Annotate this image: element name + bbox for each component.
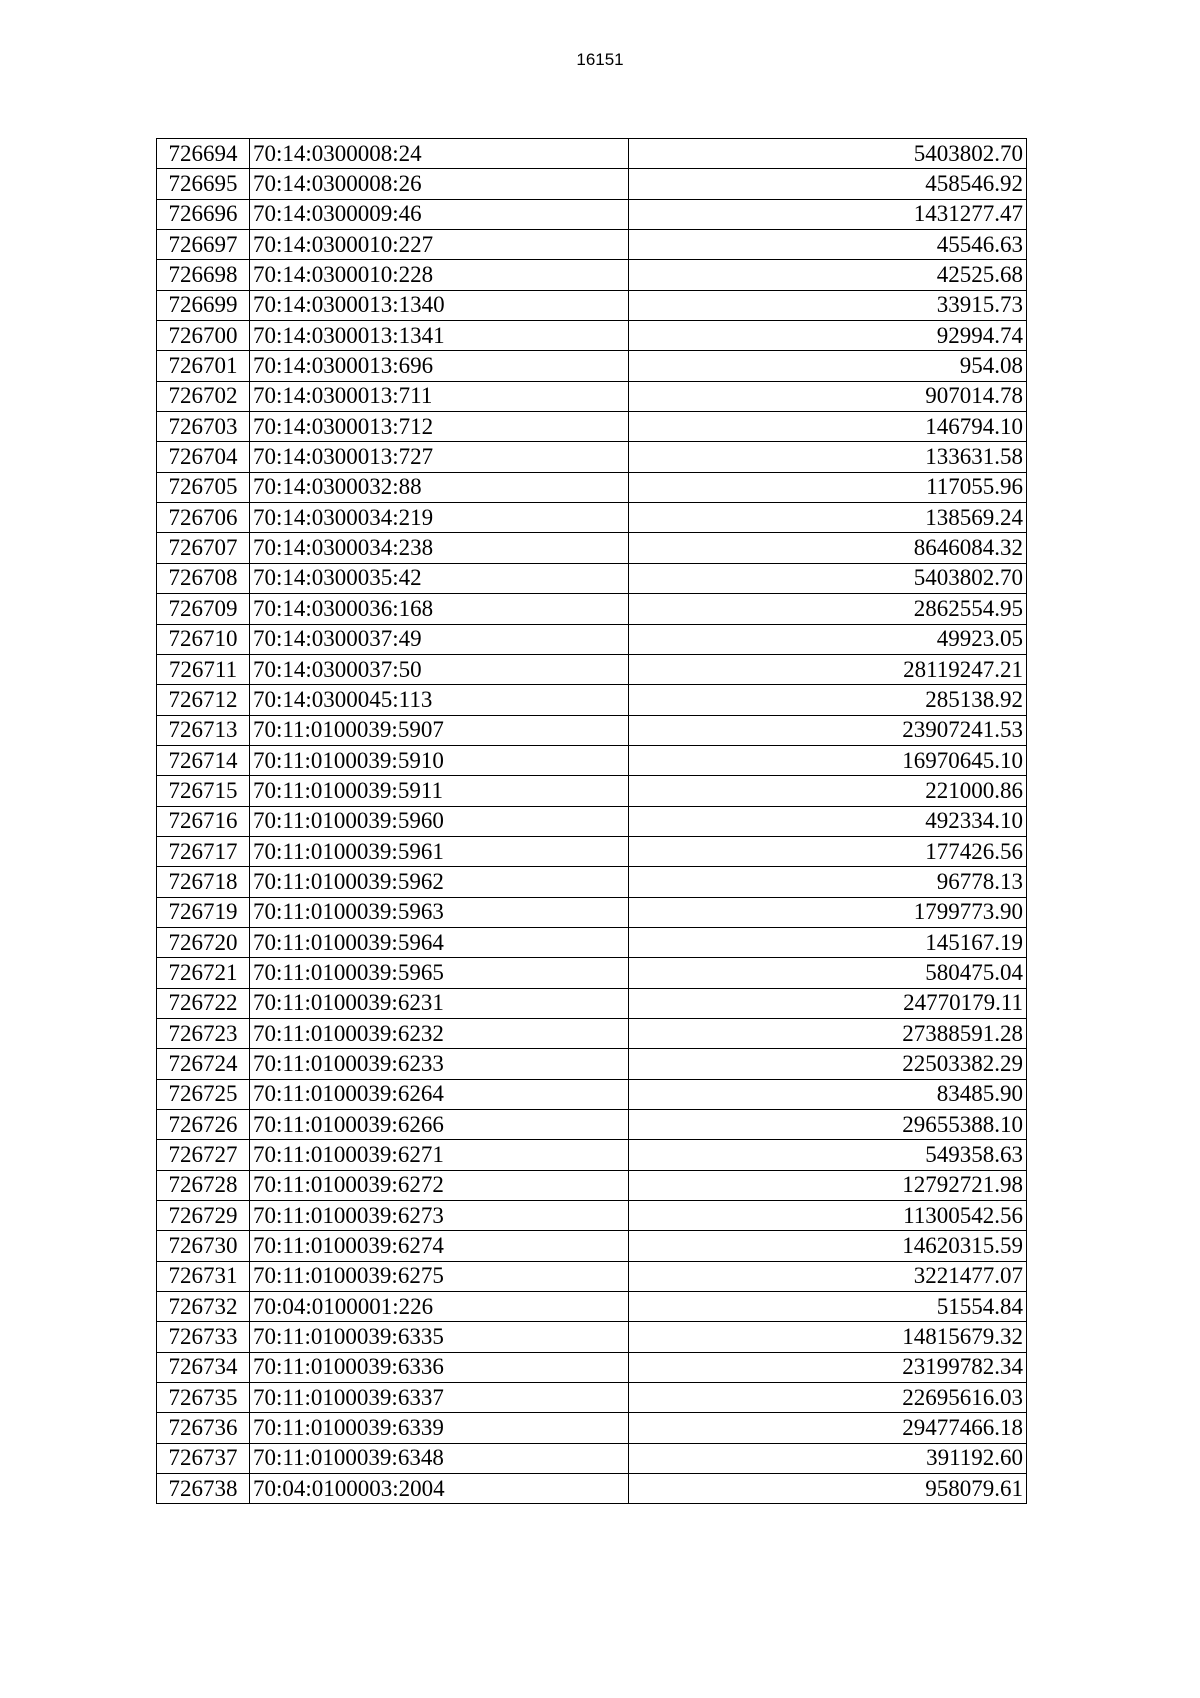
row-number-cell: 726707	[157, 533, 250, 563]
cadastral-number-cell: 70:14:0300010:228	[250, 260, 629, 290]
table-row	[157, 533, 1027, 563]
row-number-cell: 726710	[157, 624, 250, 654]
row-number-cell: 726696	[157, 199, 250, 229]
value-cell: 580475.04	[629, 958, 1027, 988]
value-cell: 29655388.10	[629, 1110, 1027, 1140]
value-cell: 24770179.11	[629, 988, 1027, 1018]
table-row	[157, 867, 1027, 897]
cadastral-number-cell: 70:04:0100001:226	[250, 1292, 629, 1322]
row-number-cell: 726713	[157, 715, 250, 745]
row-number-cell: 726731	[157, 1261, 250, 1291]
value-cell: 28119247.21	[629, 654, 1027, 684]
cadastral-number-cell: 70:11:0100039:5907	[250, 715, 629, 745]
row-number-cell: 726716	[157, 806, 250, 836]
cadastral-number-cell: 70:14:0300035:42	[250, 563, 629, 593]
table-row	[157, 927, 1027, 957]
row-number-cell: 726734	[157, 1352, 250, 1382]
row-number-cell: 726721	[157, 958, 250, 988]
value-cell: 907014.78	[629, 381, 1027, 411]
value-cell: 391192.60	[629, 1443, 1027, 1473]
row-number-cell: 726703	[157, 412, 250, 442]
cadastral-number-cell: 70:14:0300013:1341	[250, 321, 629, 351]
value-cell: 22695616.03	[629, 1383, 1027, 1413]
table-row	[157, 1049, 1027, 1079]
value-cell: 549358.63	[629, 1140, 1027, 1170]
value-cell: 5403802.70	[629, 139, 1027, 169]
table-row	[157, 442, 1027, 472]
row-number-cell: 726715	[157, 776, 250, 806]
table-row	[157, 594, 1027, 624]
value-cell: 145167.19	[629, 927, 1027, 957]
row-number-cell: 726709	[157, 594, 250, 624]
value-cell: 11300542.56	[629, 1201, 1027, 1231]
row-number-cell: 726705	[157, 472, 250, 502]
table-row	[157, 1170, 1027, 1200]
table-row	[157, 897, 1027, 927]
value-cell: 146794.10	[629, 412, 1027, 442]
cadastral-number-cell: 70:11:0100039:6233	[250, 1049, 629, 1079]
row-number-cell: 726699	[157, 290, 250, 320]
table-row	[157, 1261, 1027, 1291]
row-number-cell: 726728	[157, 1170, 250, 1200]
table-row	[157, 1383, 1027, 1413]
cadastral-number-cell: 70:11:0100039:6336	[250, 1352, 629, 1382]
row-number-cell: 726718	[157, 867, 250, 897]
value-cell: 133631.58	[629, 442, 1027, 472]
value-cell: 96778.13	[629, 867, 1027, 897]
cadastral-number-cell: 70:14:0300013:696	[250, 351, 629, 381]
value-cell: 27388591.28	[629, 1018, 1027, 1048]
row-number-cell: 726722	[157, 988, 250, 1018]
cadastral-number-cell: 70:14:0300008:24	[250, 139, 629, 169]
value-cell: 1431277.47	[629, 199, 1027, 229]
cadastral-number-cell: 70:14:0300013:727	[250, 442, 629, 472]
value-cell: 12792721.98	[629, 1170, 1027, 1200]
cadastral-number-cell: 70:11:0100039:6232	[250, 1018, 629, 1048]
cadastral-number-cell: 70:14:0300034:238	[250, 533, 629, 563]
table-row	[157, 1292, 1027, 1322]
cadastral-number-cell: 70:14:0300034:219	[250, 503, 629, 533]
row-number-cell: 726725	[157, 1079, 250, 1109]
cadastral-number-cell: 70:11:0100039:6348	[250, 1443, 629, 1473]
row-number-cell: 726736	[157, 1413, 250, 1443]
row-number-cell: 726694	[157, 139, 250, 169]
cadastral-number-cell: 70:11:0100039:6266	[250, 1110, 629, 1140]
value-cell: 51554.84	[629, 1292, 1027, 1322]
value-cell: 221000.86	[629, 776, 1027, 806]
cadastral-number-cell: 70:11:0100039:5965	[250, 958, 629, 988]
table-row	[157, 745, 1027, 775]
cadastral-number-cell: 70:11:0100039:5911	[250, 776, 629, 806]
row-number-cell: 726727	[157, 1140, 250, 1170]
cadastral-number-cell: 70:11:0100039:5960	[250, 806, 629, 836]
value-cell: 2862554.95	[629, 594, 1027, 624]
row-number-cell: 726702	[157, 381, 250, 411]
row-number-cell: 726700	[157, 321, 250, 351]
cadastral-number-cell: 70:14:0300037:49	[250, 624, 629, 654]
table-row	[157, 624, 1027, 654]
cadastral-number-cell: 70:14:0300045:113	[250, 685, 629, 715]
row-number-cell: 726723	[157, 1018, 250, 1048]
value-cell: 16970645.10	[629, 745, 1027, 775]
row-number-cell: 726706	[157, 503, 250, 533]
page-number: 16151	[576, 50, 624, 69]
row-number-cell: 726726	[157, 1110, 250, 1140]
value-cell: 1799773.90	[629, 897, 1027, 927]
cadastral-number-cell: 70:14:0300036:168	[250, 594, 629, 624]
table-row	[157, 1443, 1027, 1473]
row-number-cell: 726698	[157, 260, 250, 290]
value-cell: 29477466.18	[629, 1413, 1027, 1443]
value-cell: 14620315.59	[629, 1231, 1027, 1261]
value-cell: 117055.96	[629, 472, 1027, 502]
row-number-cell: 726724	[157, 1049, 250, 1079]
cadastral-number-cell: 70:11:0100039:5961	[250, 836, 629, 866]
table-row	[157, 381, 1027, 411]
row-number-cell: 726737	[157, 1443, 250, 1473]
row-number-cell: 726729	[157, 1201, 250, 1231]
value-cell: 138569.24	[629, 503, 1027, 533]
table-row	[157, 806, 1027, 836]
cadastral-number-cell: 70:14:0300008:26	[250, 169, 629, 199]
table-row	[157, 503, 1027, 533]
cadastral-number-cell: 70:04:0100003:2004	[250, 1474, 629, 1504]
cadastral-number-cell: 70:11:0100039:6339	[250, 1413, 629, 1443]
table-row	[157, 1231, 1027, 1261]
value-cell: 285138.92	[629, 685, 1027, 715]
table-row	[157, 654, 1027, 684]
table-row	[157, 1352, 1027, 1382]
cadastral-number-cell: 70:11:0100039:6231	[250, 988, 629, 1018]
row-number-cell: 726701	[157, 351, 250, 381]
table-row	[157, 139, 1027, 169]
value-cell: 458546.92	[629, 169, 1027, 199]
cadastral-number-cell: 70:11:0100039:6264	[250, 1079, 629, 1109]
cadastral-number-cell: 70:14:0300013:1340	[250, 290, 629, 320]
table-row	[157, 1018, 1027, 1048]
row-number-cell: 726732	[157, 1292, 250, 1322]
row-number-cell: 726708	[157, 563, 250, 593]
table-row	[157, 412, 1027, 442]
row-number-cell: 726697	[157, 230, 250, 260]
cadastral-number-cell: 70:11:0100039:6274	[250, 1231, 629, 1261]
row-number-cell: 726730	[157, 1231, 250, 1261]
table-row	[157, 351, 1027, 381]
cadastral-number-cell: 70:11:0100039:6337	[250, 1383, 629, 1413]
value-cell: 492334.10	[629, 806, 1027, 836]
table-row	[157, 1140, 1027, 1170]
table-row	[157, 1110, 1027, 1140]
table-row	[157, 715, 1027, 745]
row-number-cell: 726720	[157, 927, 250, 957]
row-number-cell: 726717	[157, 836, 250, 866]
cadastral-number-cell: 70:14:0300037:50	[250, 654, 629, 684]
row-number-cell: 726695	[157, 169, 250, 199]
row-number-cell: 726704	[157, 442, 250, 472]
value-cell: 92994.74	[629, 321, 1027, 351]
cadastral-number-cell: 70:11:0100039:5962	[250, 867, 629, 897]
value-cell: 33915.73	[629, 290, 1027, 320]
value-cell: 22503382.29	[629, 1049, 1027, 1079]
row-number-cell: 726733	[157, 1322, 250, 1352]
cadastral-number-cell: 70:11:0100039:6271	[250, 1140, 629, 1170]
table-row	[157, 260, 1027, 290]
table-row	[157, 199, 1027, 229]
value-cell: 954.08	[629, 351, 1027, 381]
value-cell: 5403802.70	[629, 563, 1027, 593]
table-row	[157, 230, 1027, 260]
value-cell: 8646084.32	[629, 533, 1027, 563]
table-row	[157, 776, 1027, 806]
cadastral-number-cell: 70:11:0100039:6275	[250, 1261, 629, 1291]
table-row	[157, 1079, 1027, 1109]
row-number-cell: 726735	[157, 1383, 250, 1413]
cadastral-number-cell: 70:14:0300009:46	[250, 199, 629, 229]
cadastral-number-cell: 70:14:0300013:712	[250, 412, 629, 442]
table-row	[157, 1474, 1027, 1504]
table-row	[157, 988, 1027, 1018]
table-row	[157, 958, 1027, 988]
row-number-cell: 726719	[157, 897, 250, 927]
value-cell: 3221477.07	[629, 1261, 1027, 1291]
value-cell: 45546.63	[629, 230, 1027, 260]
cadastral-number-cell: 70:11:0100039:6272	[250, 1170, 629, 1200]
cadastral-number-cell: 70:14:0300032:88	[250, 472, 629, 502]
value-cell: 83485.90	[629, 1079, 1027, 1109]
cadastral-number-cell: 70:11:0100039:5910	[250, 745, 629, 775]
table-row	[157, 563, 1027, 593]
value-cell: 23907241.53	[629, 715, 1027, 745]
table-row	[157, 685, 1027, 715]
table-row	[157, 290, 1027, 320]
table-row	[157, 836, 1027, 866]
cadastral-number-cell: 70:11:0100039:5963	[250, 897, 629, 927]
table-row	[157, 1413, 1027, 1443]
table-body	[157, 139, 1027, 1504]
table-row	[157, 321, 1027, 351]
row-number-cell: 726712	[157, 685, 250, 715]
table-row	[157, 169, 1027, 199]
row-number-cell: 726738	[157, 1474, 250, 1504]
cadastral-number-cell: 70:11:0100039:5964	[250, 927, 629, 957]
table-row	[157, 1322, 1027, 1352]
table-row	[157, 1201, 1027, 1231]
value-cell: 177426.56	[629, 836, 1027, 866]
value-cell: 23199782.34	[629, 1352, 1027, 1382]
cadastral-number-cell: 70:11:0100039:6273	[250, 1201, 629, 1231]
cadastral-number-cell: 70:14:0300010:227	[250, 230, 629, 260]
table-row	[157, 472, 1027, 502]
row-number-cell: 726711	[157, 654, 250, 684]
row-number-cell: 726714	[157, 745, 250, 775]
value-cell: 49923.05	[629, 624, 1027, 654]
value-cell: 14815679.32	[629, 1322, 1027, 1352]
cadastral-number-cell: 70:11:0100039:6335	[250, 1322, 629, 1352]
value-cell: 958079.61	[629, 1474, 1027, 1504]
value-cell: 42525.68	[629, 260, 1027, 290]
cadastral-number-cell: 70:14:0300013:711	[250, 381, 629, 411]
data-table	[156, 138, 1027, 1504]
